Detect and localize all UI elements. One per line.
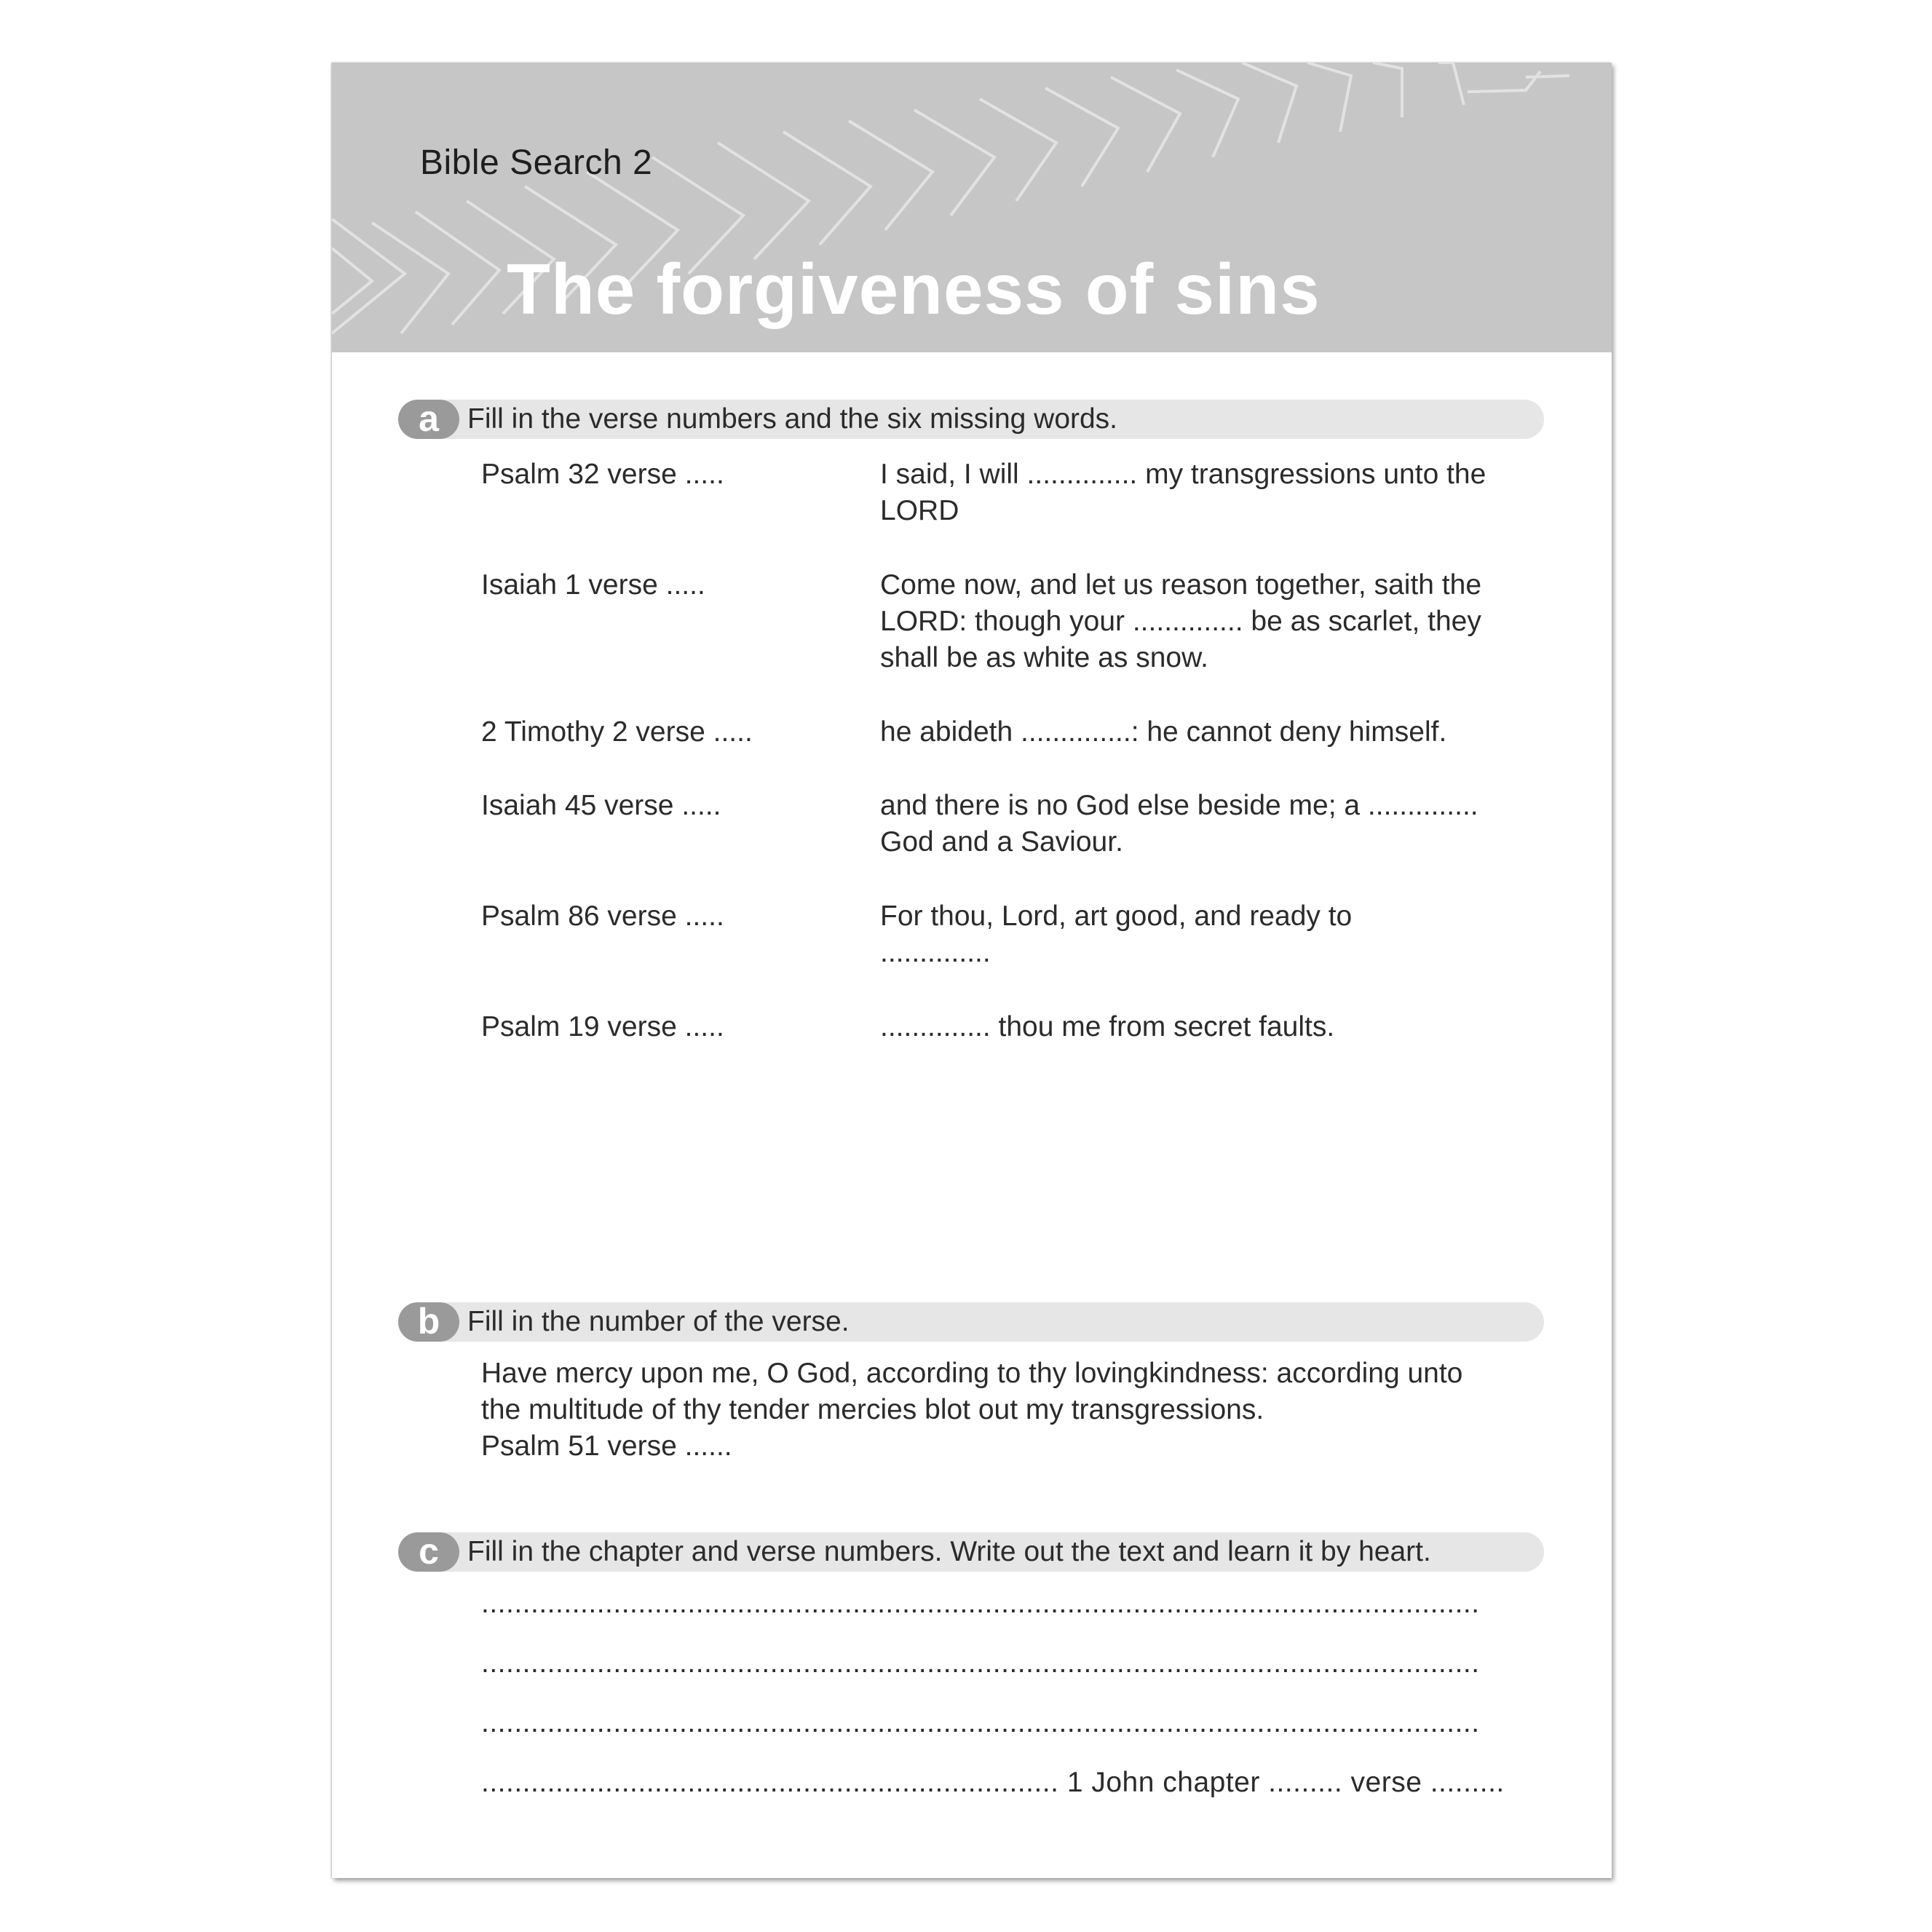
verse-text: and there is no God else beside me; a .............. God and a Saviour.	[880, 790, 1478, 858]
section-a-bar	[398, 400, 1544, 439]
write-in-line-reference[interactable]: ...................................................................... 1 John chapter ......... verse .........	[481, 1767, 1505, 1798]
section-b-instruction: Fill in the number of the verse.	[467, 1306, 850, 1337]
section-a-badge: a	[398, 400, 459, 439]
write-in-line[interactable]: .........................................................................................................................	[481, 1707, 1480, 1738]
verse-text: I said, I will .............. my transgressions unto the LORD	[880, 459, 1486, 526]
worksheet-page	[332, 63, 1612, 1878]
write-in-line[interactable]: .........................................................................................................................	[481, 1588, 1480, 1619]
verse-text: .............. thou me from secret faults.	[880, 1011, 1335, 1042]
verse-reference: Psalm 19 verse .....	[481, 1011, 724, 1042]
write-in-line[interactable]: .........................................................................................................................	[481, 1647, 1480, 1679]
section-c-instruction: Fill in the chapter and verse numbers. Write out the text and learn it by heart.	[467, 1536, 1431, 1567]
section-b-verse-text: Have mercy upon me, O God, according to thy lovingkindness: according unto the multitude of thy tender mercies blot out my transgressions.	[481, 1358, 1463, 1425]
verse-text: Come now, and let us reason together, saith the LORD: though your .............. be as scarlet, they shall be as white as snow.	[880, 569, 1482, 673]
verse-text: he abideth ..............: he cannot deny himself.	[880, 716, 1447, 748]
verse-reference: 2 Timothy 2 verse .....	[481, 716, 753, 748]
verse-reference: Psalm 32 verse .....	[481, 459, 724, 490]
verse-reference: Isaiah 45 verse .....	[481, 790, 721, 821]
section-c-bar	[398, 1532, 1544, 1572]
section-b-bar	[398, 1302, 1544, 1342]
verse-reference: Psalm 86 verse .....	[481, 900, 724, 932]
header-banner	[332, 63, 1612, 352]
verse-text: For thou, Lord, art good, and ready to ..............	[880, 900, 1353, 968]
section-c-badge: c	[398, 1532, 459, 1572]
section-b-badge: b	[398, 1302, 459, 1342]
page-title: The forgiveness of sins	[507, 249, 1321, 329]
section-a-instruction: Fill in the verse numbers and the six missing words.	[467, 403, 1118, 435]
verse-reference: Isaiah 1 verse .....	[481, 569, 705, 601]
worksheet-subtitle: Bible Search 2	[420, 143, 653, 182]
section-b-verse-reference: Psalm 51 verse ......	[481, 1430, 732, 1462]
